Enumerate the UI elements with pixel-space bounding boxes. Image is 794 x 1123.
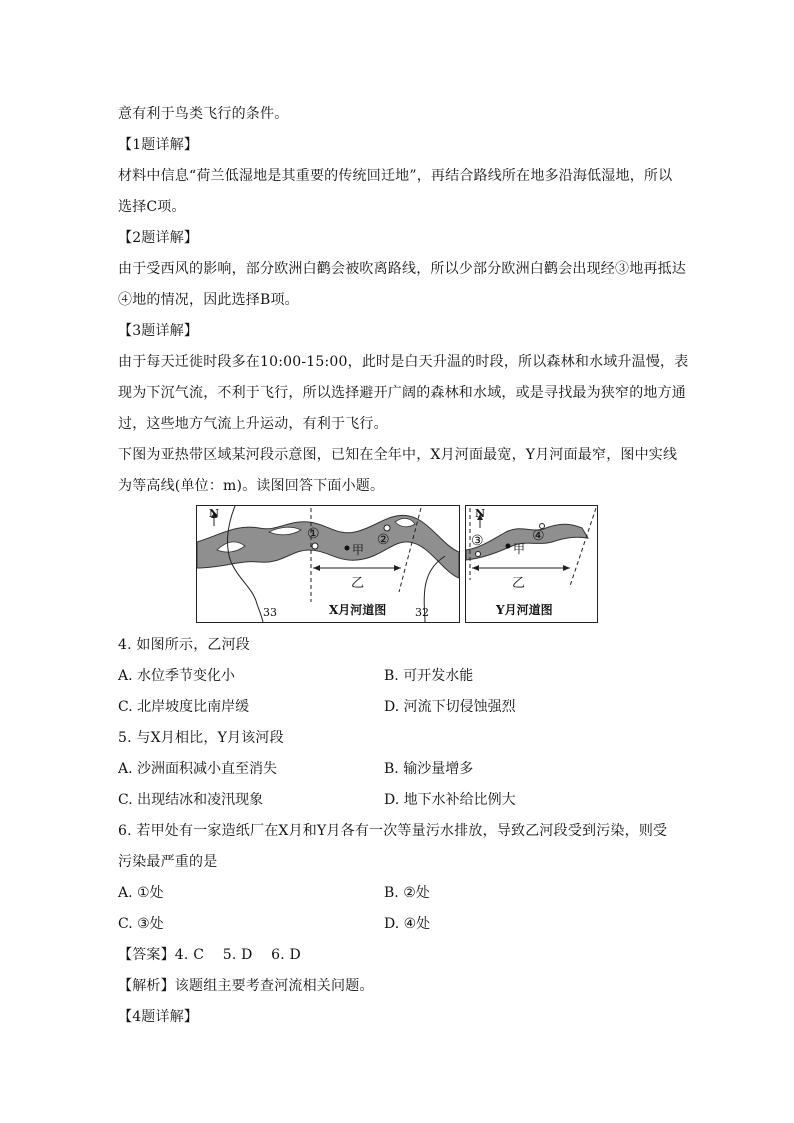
text-line: 由于每天迁徙时段多在10:00-15:00，此时是白天升温的时段，所以森林和水域升温慢，表 — [118, 354, 689, 370]
question-4-option-a: A. 水位季节变化小 — [118, 668, 236, 684]
question-5-stem: 5. 与X月相比，Y月该河段 — [118, 730, 284, 746]
section-heading: 【1题详解】 — [118, 137, 199, 153]
question-6-option-c: C. ③处 — [118, 916, 164, 932]
x-map-drawing — [197, 506, 459, 622]
question-5-option-c: C. 出现结冰和凌汛现象 — [118, 792, 264, 808]
segment-label: 乙 — [351, 576, 365, 591]
x-month-river-map — [196, 505, 460, 623]
segment-label: 乙 — [512, 576, 526, 591]
point-3-marker — [476, 552, 481, 557]
contour-32-label: 32 — [415, 606, 429, 619]
segment-boundary-right — [570, 508, 596, 586]
site-marker — [506, 544, 511, 549]
text-line: 由于受西风的影响，部分欧洲白鹳会被吹离路线，所以少部分欧洲白鹳会出现经③地再抵达 — [118, 261, 686, 277]
point-2-label: ② — [377, 532, 390, 548]
question-4-stem: 4. 如图所示，乙河段 — [118, 637, 251, 653]
text-line: 选择C项。 — [118, 199, 186, 215]
question-4-option-c: C. 北岸坡度比南岸缓 — [118, 699, 250, 715]
answer-line: 【答案】4. C 5. D 6. D — [118, 947, 301, 963]
text-line: 现为下沉气流，不利于飞行，所以选择避开广阔的森林和水域，或是寻找最为狭窄的地方通 — [118, 385, 686, 401]
point-4-label: ④ — [532, 528, 545, 544]
question-5-option-d: D. 地下水补给比例大 — [384, 792, 516, 808]
section-heading: 【2题详解】 — [118, 230, 199, 246]
text-line: 材料中信息“荷兰低湿地是其重要的传统回迁地”，再结合路线所在地多沿海低湿地，所以 — [118, 168, 673, 184]
site-label: 甲 — [513, 542, 526, 556]
question-6-option-b: B. ②处 — [384, 885, 430, 901]
site-marker — [345, 546, 350, 551]
north-label: N — [475, 507, 486, 520]
text-line: 下图为亚热带区域某河段示意图，已知在全年中，X月河面最宽，Y月河面最窄，图中实线 — [118, 447, 678, 463]
question-6-option-d: D. ④处 — [384, 916, 431, 932]
text-line: 为等高线(单位：m)。读图回答下面小题。 — [118, 478, 385, 494]
north-label: N — [209, 507, 220, 520]
section-heading: 【4题详解】 — [118, 1009, 199, 1025]
question-4-option-d: D. 河流下切侵蚀强烈 — [384, 699, 516, 715]
point-3-label: ③ — [471, 533, 484, 549]
question-5-option-b: B. 输沙量增多 — [384, 761, 474, 777]
point-1-label: ① — [307, 526, 320, 542]
question-6-stem: 6. 若甲处有一家造纸厂在X月和Y月各有一次等量污水排放，导致乙河段受到污染，则受 — [118, 823, 668, 839]
point-1-marker — [312, 543, 318, 549]
analysis-line: 【解析】该题组主要考查河流相关问题。 — [118, 978, 374, 994]
point-2-marker — [384, 525, 390, 531]
y-map-caption: Y月河道图 — [496, 603, 553, 617]
contour-33-label: 33 — [263, 606, 277, 619]
y-month-river-map — [465, 505, 598, 623]
text-line: 意有利于鸟类飞行的条件。 — [118, 106, 289, 122]
site-label: 甲 — [352, 543, 365, 557]
question-4-option-b: B. 可开发水能 — [384, 668, 474, 684]
question-6-stem-cont: 污染最严重的是 — [118, 854, 218, 870]
text-line: 过，这些地方气流上升运动，有利于飞行。 — [118, 416, 388, 432]
x-map-caption: X月河道图 — [329, 603, 387, 617]
section-heading: 【3题详解】 — [118, 323, 199, 339]
text-line: ④地的情况，因此选择B项。 — [118, 292, 299, 308]
river-channel — [466, 524, 588, 560]
question-6-option-a: A. ①处 — [118, 885, 164, 901]
question-5-option-a: A. 沙洲面积减小直至消失 — [118, 761, 278, 777]
